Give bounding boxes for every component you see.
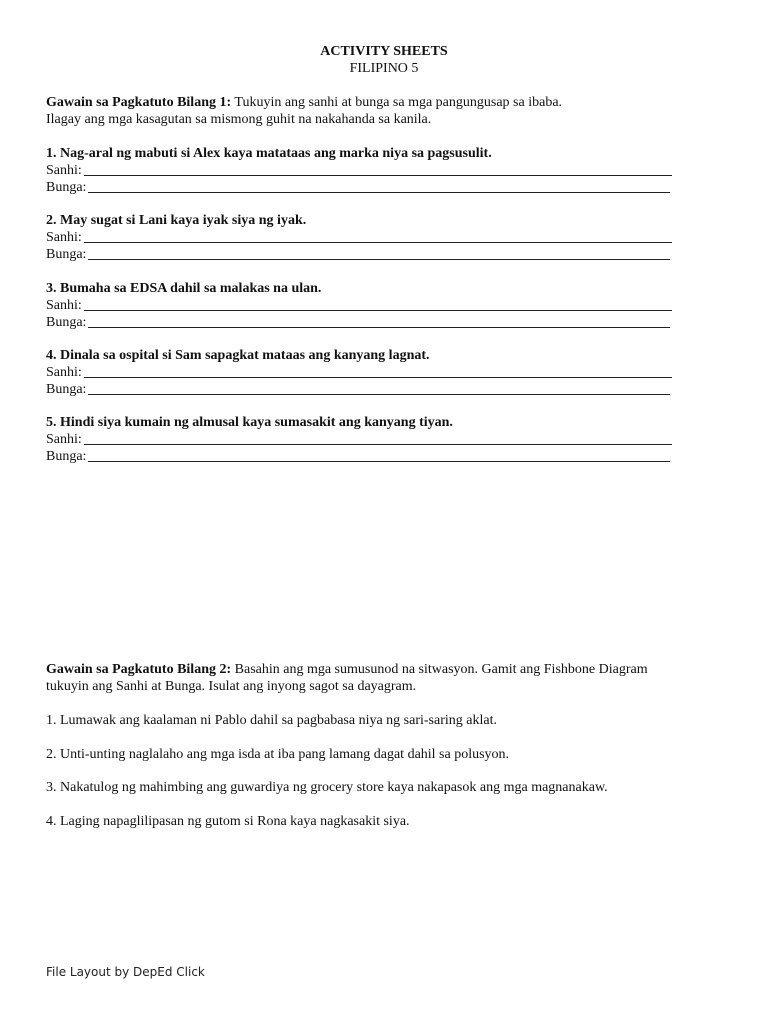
bunga-row [46,314,686,331]
situation-item: 4. Laging napaglilipasan ng gutom si Rona kaya nagkasakit siya. [46,814,410,829]
bunga-answer-line[interactable] [88,449,670,462]
sanhi-row [46,364,686,381]
sanhi-row [46,431,686,448]
bunga-row [46,179,686,196]
sanhi-answer-line[interactable] [84,230,672,243]
sanhi-answer-line[interactable] [84,365,672,378]
bunga-row [46,381,686,398]
sanhi-row [46,162,686,179]
activity2-label: Gawain sa Pagkatuto Bilang 2: [46,662,232,677]
activity2-instructions [46,661,726,695]
bunga-answer-line[interactable] [88,315,670,328]
item-question: 4. Dinala sa ospital si Sam sapagkat mataas ang kanyang lagnat. [46,348,430,363]
bunga-answer-line[interactable] [88,180,670,193]
activity1-item [46,280,686,331]
sanhi-row [46,229,686,246]
activity1-label: Gawain sa Pagkatuto Bilang 1: [46,95,232,110]
activity1-item [46,145,686,196]
sanhi-row [46,297,686,314]
sanhi-answer-line[interactable] [84,432,672,445]
activity1-item [46,347,686,398]
activity1-instruction-line1: Tukuyin ang sanhi at bunga sa mga pangungusap sa ibaba. [231,95,563,110]
situation-item: 2. Unti-unting naglalaho ang mga isda at iba pang lamang dagat dahil sa polusyon. [46,747,510,762]
page-title: ACTIVITY SHEETS [320,44,448,59]
item-question: 5. Hindi siya kumain ng almusal kaya sumasakit ang kanyang tiyan. [46,415,453,430]
activity1-item [46,212,686,263]
activity1-instruction-line2: Ilagay ang mga kasagutan sa mismong guhit na nakahanda sa kanila. [46,112,432,127]
sanhi-label: Sanhi: [46,163,82,178]
activity2-instruction-line2: tukuyin ang Sanhi at Bunga. Isulat ang inyong sagot sa dayagram. [46,679,417,694]
bunga-label: Bunga: [46,180,87,195]
item-question: 3. Bumaha sa EDSA dahil sa malakas na ulan. [46,281,322,296]
sanhi-label: Sanhi: [46,432,82,447]
bunga-label: Bunga: [46,449,87,464]
sanhi-answer-line[interactable] [84,163,672,176]
footer-credit: File Layout by DepEd Click [46,965,205,979]
bunga-row [46,448,686,465]
bunga-label: Bunga: [46,315,87,330]
bunga-label: Bunga: [46,382,87,397]
bunga-row [46,246,686,263]
bunga-answer-line[interactable] [88,247,670,260]
bunga-answer-line[interactable] [88,382,670,395]
item-question: 2. May sugat si Lani kaya iyak siya ng iyak. [46,213,307,228]
sanhi-label: Sanhi: [46,298,82,313]
page-subtitle: FILIPINO 5 [349,61,419,76]
activity2-instruction-line1: Basahin ang mga sumusunod na sitwasyon. Gamit ang Fishbone Diagram [231,662,648,677]
item-question: 1. Nag-aral ng mabuti si Alex kaya matataas ang marka niya sa pagsusulit. [46,146,492,161]
activity1-instructions [46,94,726,128]
sanhi-answer-line[interactable] [84,298,672,311]
sanhi-label: Sanhi: [46,365,82,380]
bunga-label: Bunga: [46,247,87,262]
activity1-item [46,414,686,465]
situation-item: 1. Lumawak ang kaalaman ni Pablo dahil sa pagbabasa niya ng sari-saring aklat. [46,713,497,728]
sanhi-label: Sanhi: [46,230,82,245]
situation-item: 3. Nakatulog ng mahimbing ang guwardiya ng grocery store kaya nakapasok ang mga magnanakaw. [46,780,608,795]
